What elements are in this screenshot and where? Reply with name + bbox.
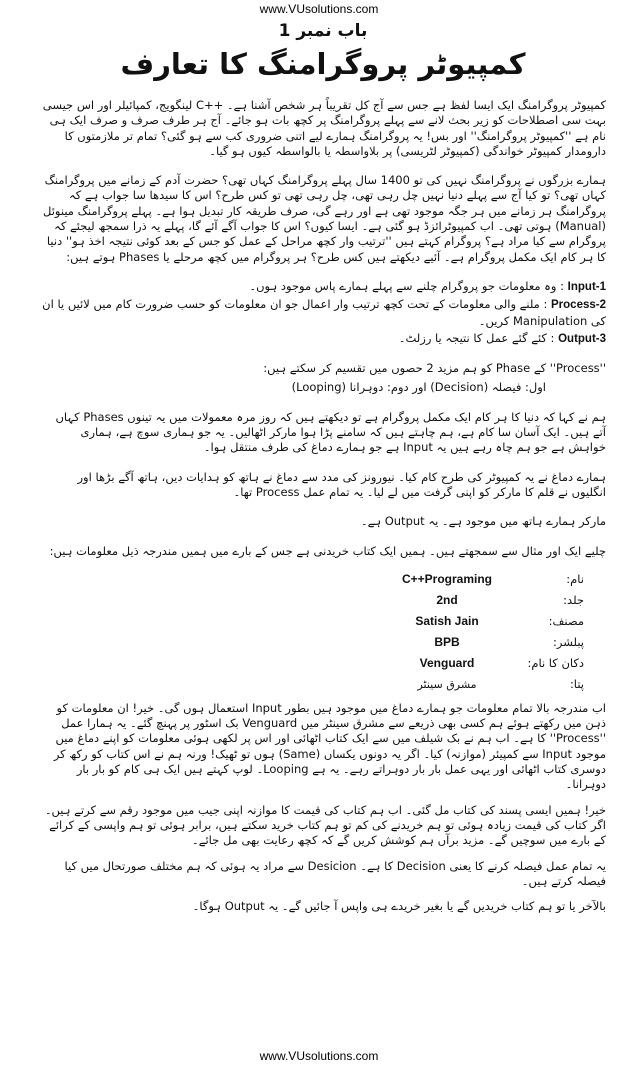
book-info-key: پتا: [569,677,584,692]
phase-text: : کئے گئے عمل کا نتیجہ یا رزلٹ۔ [398,330,555,345]
book-info-row [40,632,606,653]
phase-label: Input-1 [567,280,606,293]
phases-list [40,279,606,347]
paragraph-intro: کمپیوٹر پروگرامنگ ایک ایسا لفظ ہے جس سے آج کل تقریباً ہر شخص آشنا ہے۔ ++C لینگویج، کمپائیلر اور اس جیسی بہت سی اصطلاحات کو زیر بحث لانے سے پہلے پروگرامنگ پر کچھ بات ہو جائے۔ آج ہر طرف صرف و صرف ایک ہی نام ہے ''کمپیوٹر پروگرامنگ'' اور بس! یہ پروگرامنگ ہمارے لیے اتنی ضروری کب سے ہو گئی؟ تمام تر ملازمتوں کا دارومدار کمپیوٹر خواندگی (کمپیوٹر لٹریسی) پر بلاواسطہ یا بالواسطہ کیوں ہو گیا۔ [42,98,606,158]
book-info-value: مشرق سینٹر [417,677,477,691]
paragraph-book-price: خیر! ہمیں ایسی پسند کی کتاب مل گئی۔ اب ہم کتاب کی قیمت کا موازنہ اپنی جیب میں موجود رقم سے کرتے ہیں۔ اگر کتاب کی قیمت زیادہ ہوئی تو ہم خریدنے کی کم تو ہم کتاب خرید سکتے ہیں، برابر ہوئی تو ہم واپسی کے کرائے کے بارے میں سوچیں گے۔ مزید برآں ہم کوشش کریں گے کہ کچھ رعایت بھی مل جائے۔ [44,802,606,848]
book-info-key: نام: [566,572,584,587]
footer-site-url[interactable]: www.VUsolutions.com [259,1049,379,1063]
paragraph-phase-parts: اول: فیصلہ (Decision) اور دوم: دوہرانا (Looping) [291,380,546,395]
paragraph-final: بالآخر یا تو ہم کتاب خریدیں گے یا بغیر خریدے ہی واپس آ جائیں گے۔ یہ Output ہوگا۔ [192,899,606,914]
book-info-row [40,569,606,590]
book-info-row [40,674,606,695]
phase-item-input [40,279,606,295]
chapter-label: باب نمبر 1 [278,21,368,41]
book-info-value: 2nd [436,593,458,608]
paragraph-decision: یہ تمام عمل فیصلہ کرنے کا یعنی Decision کا ہے۔ Desicion سے مراد یہ ہوئی کہ ہم مختلف صورتحال میں کیا فیصلہ کرتے ہیں۔ [64,858,606,888]
paragraph-brain: ہمارے دماغ نے یہ کمپیوٹر کی طرح کام کیا۔ نیورونز کی مدد سے دماغ نے ہاتھ کو ہدایات دیں، ہاتھ آگے بڑھا اور انگلیوں نے قلم کا مارکر کو اپنی گرفت میں لے لیا۔ یہ تمام عمل Process تھا۔ [77,469,606,499]
book-info-key: جلد: [563,593,584,608]
phase-label: Output-3 [558,332,606,345]
book-info-row [40,653,606,674]
paragraph-history: ہمارے بزرگوں نے پروگرامنگ نہیں کی تو 1400 سال پہلے پروگرامنگ کہاں تھی؟ حضرت آدم کے زمانے میں پروگرامنگ کہاں تھی؟ تو کیا آج سے پہلے دنیا نہیں چل رہی تھی، چل رہی تھی تو کس طرح؟ اس کا سیدھا سا جواب ہے کہ پروگرامنگ ہر زمانے میں ہر جگہ موجود تھی ہے اور رہے گی، صرف طریقہ کار تبدیل ہوا ہے۔ پہلے پروگرامنگ مینوئل (Manual) ہوتی تھی۔ اب کمپیوٹرائزڈ ہو گئی ہے۔ ایسا کیوں؟ اس کا جواب آگے آئے گا، پہلے یہ ذرا سمجھ لیجئے کہ پروگرام سے کیا مراد ہے؟ پروگرام کہتے ہیں ''ترتیب وار کچھ مراحل کے عمل کو جس کے بعد کوئی نتیجہ اخذ ہو'' دنیا کا ہر کام ایک مکمل پروگرام ہے۔ آئیے دیکھتے ہیں کس طرح؟ ہر پروگرام میں کچھ مرحلے یا Phases ہوتے ہیں: [43,173,606,264]
book-info-value: BPB [434,635,460,650]
paragraph-output: مارکر ہمارے ہاتھ میں موجود ہے۔ یہ Output ہے۔ [360,514,606,529]
book-info-key: دکان کا نام: [527,656,584,671]
book-info-row [40,590,606,611]
paragraph-book-intro: چلیے ایک اور مثال سے سمجھتے ہیں۔ ہمیں ایک کتاب خریدنی ہے جس کے بارے میں ہمیں مندرجہ ذیل معلومات ہیں: [49,543,606,558]
book-info-value: C++Programing [401,572,493,587]
book-info-key: پبلشر: [553,635,584,650]
book-info-value: Venguard [419,656,475,671]
book-info-value: Satish Jain [415,614,479,629]
phase-item-process [40,297,606,329]
phase-item-output [40,331,606,347]
document-page [40,18,606,924]
book-info-row [40,611,606,632]
paragraph-book-process: اب مندرجہ بالا تمام معلومات جو ہمارے دماغ میں موجود ہیں بطور Input استعمال ہوں گی۔ خیر! ان معلومات کو ذہن میں رکھتے ہوئے ہم کسی بھی ذریعے سے مشرق سینٹر میں Venguard بک اسٹور پر پہنچ گئے۔ یہ ہمارا عمل ''Process'' کا ہے۔ اب ہم نے بک شیلف میں سے ایک کتاب اٹھائی اور اس پر لکھی ہوئی معلومات کو اپنے دماغ میں موجود Input سے کمپیئر (موازنہ) کیا۔ اگر یہ دونوں یکساں (Same) ہوں تو ٹھیک! ورنہ ہم نے اس کتاب کو رکھ کر دوسری کتاب اٹھائی اور یہی عمل بار بار دوہراتے رہے۔ یہ ہے Looping۔ لوپ کہتے ہیں ایک ہی کام کو بار بار دوہرانا۔ [53,700,606,792]
header-site-url[interactable]: www.VUsolutions.com [259,2,379,16]
paragraph-phase-intro: ''Process'' کے Phase کو ہم مزید 2 حصوں میں تقسیم کر سکتے ہیں: [263,361,606,376]
phase-text: : وہ معلومات جو پروگرام چلنے سے پہلے ہمارے پاس موجود ہوں۔ [249,278,565,293]
phase-text: : ملنے والی معلومات کے تحت کچھ ترتیب وار اعمال جو ان معلومات کو حسب ضرورت کام میں لائیں یا ان کی Manipulation کریں۔ [42,297,606,328]
book-info-key: مصنف: [548,614,584,629]
book-info-table [40,569,606,695]
chapter-title: کمپیوٹر پروگرامنگ کا تعارف [120,47,526,81]
paragraph-example: ہم نے کہا کہ دنیا کا ہر کام ایک مکمل پروگرام ہے تو دیکھتے ہیں کہ روز مرہ معمولات میں یہ تینوں Phases کہاں آتے ہیں۔ ایک آسان سا کام ہے، ہم چاہتے ہیں کہ سامنے پڑا ہوا مارکر اٹھالیں۔ یہ جو ہماری سوچ ہے، ہماری خواہش ہے جو ہم چاہ رہے ہیں یہ Input ہے جو ہمارے دماغ کی طرف منتقل ہوا۔ [55,409,606,455]
phase-label: Process-2 [551,299,606,312]
